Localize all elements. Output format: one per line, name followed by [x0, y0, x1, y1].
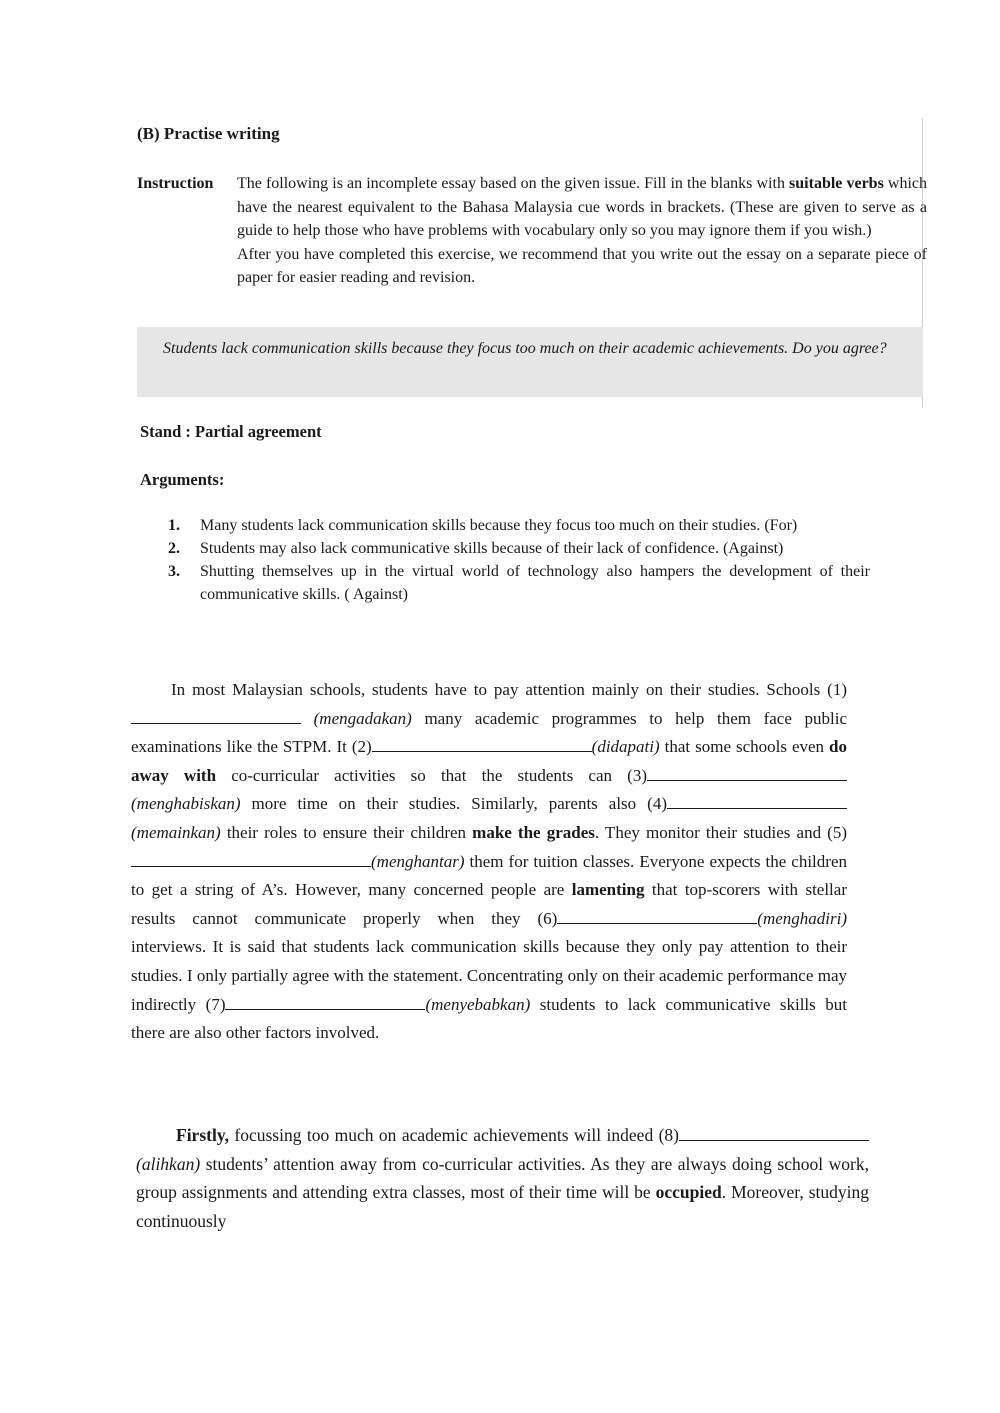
instruction-text-1 [237, 172, 927, 243]
blank-7[interactable] [225, 993, 425, 1010]
blank-6[interactable] [557, 907, 757, 924]
argument-item [168, 537, 870, 560]
text-run: In most Malaysian schools, students have to pay attention mainly on their studies. Schools (1) [171, 680, 847, 699]
text-run: co-curricular activities so that the students can (3) [216, 765, 647, 785]
argument-item [168, 560, 870, 606]
instruction-body [237, 172, 927, 290]
text-run: many academic programmes to help them face public examinations like the STPM. It (2) [131, 708, 847, 757]
paragraph-1-text [131, 676, 847, 1048]
cue-word-1: (mengadakan) [313, 708, 412, 728]
paragraph-2-text [136, 1121, 869, 1235]
instruction-text-1c: which have the nearest equivalent to the Bahasa Malaysia cue words in brackets. (These are given to serve as a guide to help those who have problems with vocabulary only so you may ignore them if you wish.) [237, 175, 928, 239]
text-run: them for tuition classes. Everyone expects the children to get a string of A’s. However, many concerned people are [131, 851, 847, 900]
cue-word-6: (menghadiri) [757, 908, 847, 928]
bold-phrase: lamenting [571, 880, 645, 900]
text-run: focussing too much on academic achievements will indeed (8) [228, 1125, 679, 1145]
bold-phrase: occupied [655, 1182, 722, 1202]
arguments-title: Arguments: [140, 470, 225, 489]
argument-text: Shutting themselves up in the virtual world of technology also hampers the development of their communicative skills. ( Against) [200, 563, 870, 603]
text-run: students’ attention away from co-curricular activities. As they are always doing school work, group assignments and attending extra classes, most of their time will be [136, 1153, 869, 1202]
text-run: . Moreover, studying continuously [136, 1182, 869, 1231]
cue-word-7: (menyebabkan) [425, 994, 531, 1014]
blank-8[interactable] [679, 1124, 869, 1141]
text-run: their roles to ensure their children [220, 822, 473, 842]
instruction-label: Instruction [137, 175, 214, 192]
blank-2[interactable] [372, 735, 592, 752]
text-run: that top-scorers with stellar results cannot communicate properly when they (6) [131, 880, 847, 928]
argument-text: Students may also lack communicative skills because of their lack of confidence. (Against) [200, 540, 784, 557]
cue-word-4: (memainkan) [131, 822, 221, 842]
blank-5[interactable] [131, 850, 371, 867]
text-run: more time on their studies. Similarly, parents also (4) [240, 794, 667, 814]
text-run: interviews. It is said that students lack communication skills because they only pay attention to their studies. I only partially agree with the statement. Concentrating only on their academic performance may indirectly (7) [131, 937, 847, 1014]
text-run: that some schools even [659, 737, 830, 757]
instruction-emphasis: suitable verbs [789, 175, 884, 192]
cue-word-5: (menghantar) [371, 851, 465, 871]
cue-word-2: (didapati) [591, 737, 660, 757]
essay-paragraph-1 [131, 676, 847, 1048]
instruction-block [137, 172, 927, 290]
argument-number: 1. [168, 517, 180, 534]
argument-number: 3. [168, 563, 180, 580]
cue-word-3: (menghabiskan) [131, 794, 241, 814]
section-title: (B) Practise writing [137, 124, 280, 143]
argument-number: 2. [168, 540, 180, 557]
text-run: students to lack communicative skills but there are also other factors involved. [131, 994, 848, 1043]
argument-text: Many students lack communication skills because they focus too much on their studies. (For) [200, 517, 798, 534]
instruction-text-1a: The following is an incomplete essay based on the given issue. Fill in the blanks with [237, 175, 790, 192]
cue-word-8: (alihkan) [136, 1153, 201, 1174]
essay-paragraph-2 [136, 1121, 869, 1235]
stand-label: Stand : Partial agreement [140, 422, 322, 441]
bold-phrase: make the grades [472, 822, 595, 842]
essay-question: Students lack communication skills because they focus too much on their academic achievements. Do you agree? [163, 340, 887, 357]
question-box [137, 327, 923, 397]
instruction-text-2: After you have completed this exercise, we recommend that you write out the essay on a separate piece of paper for easier reading and revision. [237, 245, 927, 286]
bold-phrase: Firstly, [176, 1125, 229, 1145]
bold-phrase: do away with [131, 737, 847, 785]
text-run: . They monitor their studies and (5) [594, 822, 848, 842]
blank-4[interactable] [667, 792, 847, 809]
blank-3[interactable] [647, 764, 847, 781]
arguments-list [168, 514, 870, 606]
blank-1[interactable] [131, 707, 301, 724]
argument-item [168, 514, 870, 537]
